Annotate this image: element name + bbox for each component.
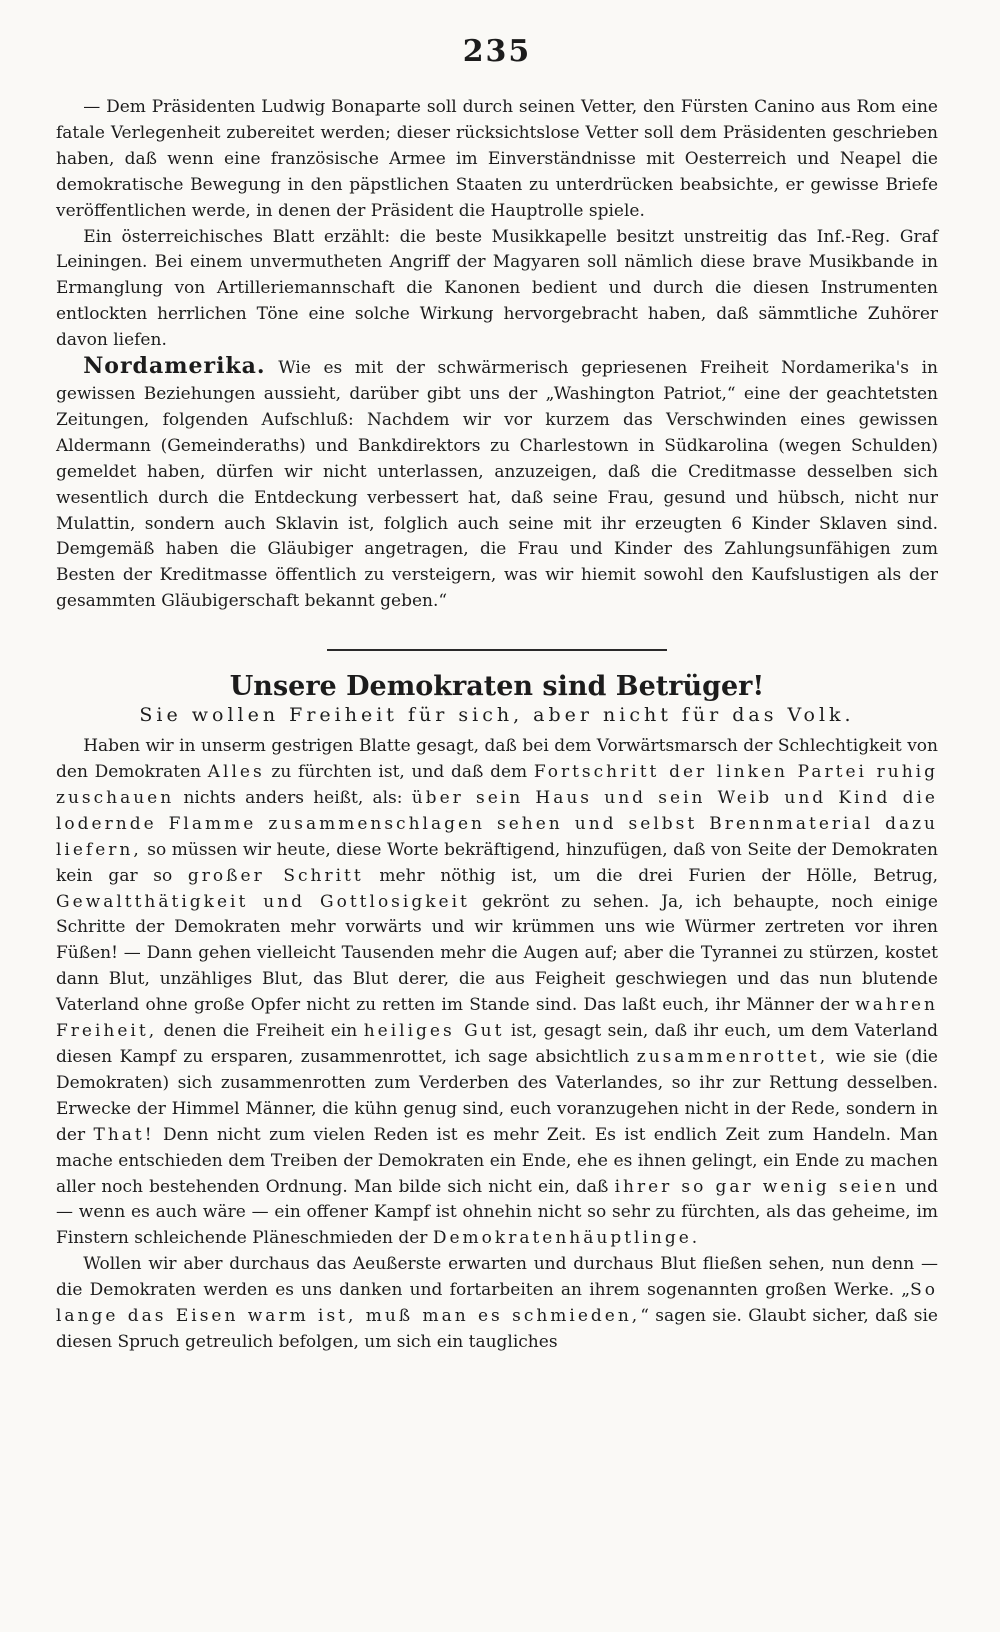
spaced-emphasis: zusammenrottet, xyxy=(636,1047,829,1067)
spaced-emphasis: That! xyxy=(93,1124,155,1145)
spaced-emphasis: Alles xyxy=(207,762,265,783)
nordamerika-text: Wie es mit der schwärmerisch gepriesenen Freiheit Nordamerika's in gewissen Beziehungen aussieht, darüber gibt uns der „Washington Patriot,“ eine der geachtetsten Zeitungen, folgenden Aufschluß: Nachdem wir vor kurzem das Verschwinden eines gewissen Aldermann (Gemeinderaths) und Bankdirektors zu Charlestown in Südkarolina (wegen Schulden) gemeldet haben, dürfen wir nicht unterlassen, anzuzeigen, daß die Creditmasse desselben sich wesentlich durch die Entdeckung verbessert hat, daß seine Frau, gesund und hübsch, nicht nur Mulattin, sondern auch Sklavin ist, folglich auch seine mit ihr erzeugten 6 Kinder Sklaven sind. Demgemäß haben die Gläubiger angetragen, die Frau und Kinder des Zahlungsunfähigen zum Besten der Kreditmasse öffentlich zu versteigern, was wir hiemit sowohl den Kaufslustigen als der gesammten Gläubigerschaft bekannt geben.“ xyxy=(56,358,938,612)
spaced-emphasis: Gewaltthätigkeit und Gottlosigkeit xyxy=(56,891,470,912)
section-divider xyxy=(327,649,667,651)
article-section xyxy=(56,671,938,1356)
text-run: wie sie (die Demokraten) sich zusammenrotten zum Verderben des Vaterlandes, so ihr zur Rettung desselben. Erwecke der Himmel Männer, die kühn genug sind, euch voranzugehen nicht in der Rede, sondern in der xyxy=(56,1047,938,1145)
spaced-emphasis: heiliges Gut xyxy=(363,1021,505,1042)
spaced-emphasis: großer Schritt xyxy=(187,865,364,886)
text-run: mehr nöthig ist, um die drei Furien der Hölle, Betrug, xyxy=(363,865,938,886)
text-run: ist, gesagt sein, daß ihr euch, um dem Vaterland diesen Kampf zu ersparen, zusammenrottet, ich sage absichtlich xyxy=(56,1021,938,1067)
page-number: 235 xyxy=(462,34,532,69)
article-subtitle: Sie wollen Freiheit für sich, aber nicht für das Volk. xyxy=(139,704,855,727)
text-run: Haben wir in unserm gestrigen Blatte gesagt, daß bei dem Vorwärtsmarsch der Schlechtigkeit von den Demokraten xyxy=(56,736,938,783)
spaced-emphasis: über sein Haus und sein Weib und Kind die lodernde Flamme zusammenschlagen sehen und selbst Brennmaterial dazu liefern, xyxy=(56,787,938,860)
article-paragraph xyxy=(56,1252,938,1356)
spaced-emphasis: Fortschritt der linken Partei ruhig zuschauen xyxy=(56,762,939,808)
spaced-emphasis: wahren Freiheit, xyxy=(56,995,938,1042)
spaced-emphasis: ihrer so gar wenig seien xyxy=(614,1176,900,1197)
article-paragraph xyxy=(56,734,938,1252)
news-paragraph-musikkapelle: Ein österreichisches Blatt erzählt: die beste Musikkapelle besitzt unstreitig das Inf.-Reg. Graf Leiningen. Bei einem unvermutheten Angriff der Magyaren soll nämlich diese brave Musikbande in Ermanglung von Artilleriemannschaft die Kanonen bedient und durch die diesen Instrumenten entlockten herrlichen Töne eine solche Wirkung hervorgebracht haben, daß sämmtliche Zuhörer davon liefen. xyxy=(56,226,938,351)
article-title: Unsere Demokraten sind Betrüger! xyxy=(229,671,765,703)
text-run: gekrönt zu sehen. Ja, ich behaupte, noch einige Schritte der Demokraten mehr vorwärts und wir krümmen uns wie Würmer zertreten vor ihren Füßen! — Dann gehen vielleicht Tausenden mehr die Augen auf; aber die Tyrannei zu stürzen, kostet dann Blut, unzähliges Blut, das Blut derer, die aus Feigheit geschwiegen und das nun blutende Vaterland ohne große Opfer nicht zu retten im Stande sind. Das laßt euch, ihr Männer der xyxy=(56,891,938,1016)
news-paragraph-bonaparte: — Dem Präsidenten Ludwig Bonaparte soll durch seinen Vetter, den Fürsten Canino aus Rom eine fatale Verlegenheit zubereitet werden; dieser rücksichtslose Vetter soll dem Präsidenten geschrieben haben, daß wenn eine französische Armee im Einverständnisse mit Oesterreich und Neapel die demokratische Bewegung in den päpstlichen Staaten zu unterdrücken beabsichte, er gewisse Briefe veröffentlichen werde, in denen der Präsident die Hauptrolle spiele. xyxy=(56,97,938,221)
news-paragraph-nordamerika xyxy=(56,354,938,615)
text-run: “ sagen sie. Glaubt sicher, daß sie diesen Spruch getreulich befolgen, um sich ein taugliches xyxy=(56,1306,938,1352)
text-run: und — wenn es auch wäre — ein offener Kampf ist ohnehin nicht so sehr zu fürchten, als das geheime, im Finstern schleichende Pläneschmieden der xyxy=(56,1176,939,1249)
text-run: nichts anders heißt, als: xyxy=(174,787,412,808)
spaced-emphasis: Demokratenhäuptlinge. xyxy=(432,1228,701,1249)
text-run: Denn nicht zum vielen Reden ist es mehr Zeit. Es ist endlich Zeit zum Handeln. Man mache entschieden dem Treiben der Demokraten ein Ende, ehe es ihnen gelingt, ein Ende zu machen aller noch bestehenden Ordnung. Man bilde sich nicht ein, daß xyxy=(56,1124,938,1197)
spaced-emphasis: So lange das Eisen warm ist, muß man es schmieden, xyxy=(56,1280,938,1327)
text-run: denen die Freiheit ein xyxy=(157,1021,364,1042)
text-run: zu fürchten ist, und daß dem xyxy=(264,762,534,783)
section-heading-nordamerika: Nordamerika. xyxy=(83,353,266,380)
text-run: so müssen wir heute, diese Worte bekräftigend, hinzufügen, daß von Seite der Demokraten kein gar so xyxy=(56,839,938,886)
text-run: Wollen wir aber durchaus das Aeußerste erwarten und durchaus Blut fließen sehen, nun denn — die Demokraten werden es uns danken und fortarbeiten an ihrem sogenannten großen Werke. „ xyxy=(56,1254,938,1301)
news-section xyxy=(56,95,938,615)
